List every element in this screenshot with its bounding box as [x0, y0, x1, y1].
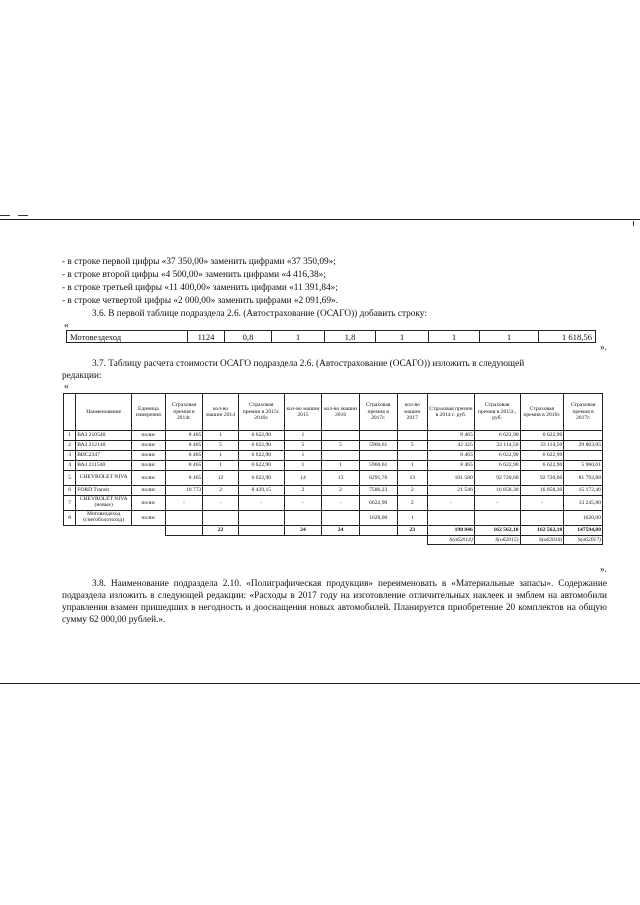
row-number: 6	[64, 486, 76, 496]
total-2014	[428, 511, 475, 526]
cars-2015: 14	[284, 471, 322, 486]
premium-2014: 8 465	[165, 451, 203, 461]
col-header	[64, 394, 76, 431]
cars-2016: 5	[322, 441, 360, 451]
row-number: 1	[64, 431, 76, 441]
cars-2015: 2	[284, 486, 322, 496]
opening-quote: «	[64, 382, 69, 392]
sum-label-2017: S(об2017)	[564, 536, 603, 545]
premium-2014: 8 465	[165, 441, 203, 451]
cell-name: Мотовездеход	[67, 331, 188, 343]
grand-total-2016: 162 562,10	[520, 526, 564, 536]
premium-2015-2016: 6 622,90	[238, 431, 284, 441]
section-3-7-heading-cont: редакции:	[62, 371, 102, 381]
premium-2014: 8 465	[165, 431, 203, 441]
cars-2014: 12	[203, 471, 239, 486]
premium-2014: 8 465	[165, 461, 203, 471]
section-3-8-paragraph: 3.8. Наименование подраздела 2.10. «Полиграфическая продукция» переименовать в «Материальные запасы». Содержание подраздела изложить в следующей редакции: «Расходы в 2017 году на изготовление отличительных наклеек и эмблем на автомобили управления взамен пришедших в негодность и дооснащения новых автомобилей. Планируется приобретение 20 комплектов на общую сумму 62 000,00 рублей.».	[62, 579, 607, 625]
sum-label-2016: S(об2016)	[520, 536, 564, 545]
total-2014: -	[428, 496, 475, 511]
unit: полис	[132, 496, 166, 511]
cars-2016	[322, 511, 360, 526]
col-header: кол-во машин 2017	[397, 394, 428, 431]
replacement-line-3: - в строке третьей цифры «11 400,00» заменить цифрами «11 391,84»;	[62, 283, 338, 293]
empty-cell	[64, 536, 428, 545]
premium-2017	[359, 451, 397, 461]
total-2016: -	[520, 496, 564, 511]
table-row	[64, 486, 603, 496]
col-header-name: Наименование	[76, 394, 132, 431]
total-2017: 5 960,61	[564, 461, 603, 471]
premium-2017	[359, 431, 397, 441]
total-2017	[564, 451, 603, 461]
col-header: кол-во машин 2015	[284, 394, 322, 431]
table-row	[64, 451, 603, 461]
table-row	[64, 471, 603, 486]
cars-2017: 13	[397, 471, 428, 486]
right-edge-mark	[633, 221, 634, 226]
total-2015	[474, 511, 520, 526]
section-3-6-heading: 3.6. В первой таблице подраздела 2.6. (Автострахование (ОСАГО)) добавить строку:	[92, 309, 427, 319]
vehicle-name: ВАЗ 211540	[76, 461, 132, 471]
cars-2014	[203, 511, 239, 526]
premium-2015-2016: 6 622,90	[238, 471, 284, 486]
row-number: 2	[64, 441, 76, 451]
total-2017: 81 792,88	[564, 471, 603, 486]
total-2016: 6 622,90	[520, 431, 564, 441]
total-2017: 1620,00	[564, 511, 603, 526]
col-header: Страховая премия в 2016г.	[520, 394, 564, 431]
total-2017: 29 803,05	[564, 441, 603, 451]
table-row	[64, 431, 603, 441]
closing-quote-1: ».	[600, 343, 607, 353]
cars-2017: 2	[397, 496, 428, 511]
empty-cell	[76, 526, 132, 536]
premium-2015-2016: 6 622,90	[238, 441, 284, 451]
premium-2015-2016: 6 622,90	[238, 451, 284, 461]
total-2017: 13 245,80	[564, 496, 603, 511]
cars-2014: -	[203, 496, 239, 511]
table-row	[64, 511, 603, 526]
premium-2017: 6622,90	[359, 496, 397, 511]
empty-cell	[165, 526, 203, 536]
cars-2016	[322, 431, 360, 441]
total-2016	[520, 511, 564, 526]
cell-value: 1124	[188, 331, 225, 343]
col-header-unit: Единица измерения	[132, 394, 166, 431]
unit: полис	[132, 486, 166, 496]
cars-2014: 2	[203, 486, 239, 496]
row-number: 5	[64, 471, 76, 486]
unit: полис	[132, 441, 166, 451]
page-top-border	[0, 219, 640, 220]
premium-2017: 5960,61	[359, 441, 397, 451]
col-header: кол-во машин 2014	[203, 394, 239, 431]
premium-2017: 1620,00	[359, 511, 397, 526]
vehicle-name: ВИС2347	[76, 451, 132, 461]
vehicle-name: Мотовездеход (снегоболотоход)	[76, 511, 132, 526]
cars-2014: 1	[203, 431, 239, 441]
total-cars-2015: 24	[284, 526, 322, 536]
closing-quote-2: ».	[600, 565, 607, 575]
premium-2017: 6291,76	[359, 471, 397, 486]
cell-value: 0,8	[225, 331, 272, 343]
page-bottom-border	[0, 683, 640, 684]
cars-2016	[322, 451, 360, 461]
total-2017	[564, 431, 603, 441]
total-2015: 6 622,90	[474, 461, 520, 471]
table-header-row	[64, 394, 603, 431]
cars-2015: 5	[284, 441, 322, 451]
cars-2016: 1	[322, 461, 360, 471]
cars-2017	[397, 451, 428, 461]
row-number: 3	[64, 451, 76, 461]
premium-2014: 8 465	[165, 471, 203, 486]
premium-2014: 10 773	[165, 486, 203, 496]
total-2015: 92 720,60	[474, 471, 520, 486]
grand-total-2017: 147594,80	[564, 526, 603, 536]
cars-2016: 2	[322, 486, 360, 496]
cars-2015: 1	[284, 451, 322, 461]
added-row	[67, 331, 596, 343]
section-3-7-heading: 3.7. Таблицу расчета стоимости ОСАГО подраздела 2.6. (Автострахование (ОСАГО)) изложить в следующей	[92, 359, 525, 369]
unit: полис	[132, 511, 166, 526]
unit: полис	[132, 471, 166, 486]
cars-2017: 1	[397, 511, 428, 526]
premium-2017: 7586,23	[359, 486, 397, 496]
vehicle-name: ВАЗ 212140	[76, 441, 132, 451]
vehicle-name: ВАЗ 210540	[76, 431, 132, 441]
sum-label-2015: S(об2015)	[474, 536, 520, 545]
premium-2017: 5960,61	[359, 461, 397, 471]
total-2016: 33 114,50	[520, 441, 564, 451]
total-2014: 101 580	[428, 471, 475, 486]
empty-cell	[64, 526, 76, 536]
cell-value: 1	[480, 331, 539, 343]
cars-2014: 5	[203, 441, 239, 451]
total-2015: -	[474, 496, 520, 511]
cell-value: 1	[429, 331, 480, 343]
replacement-line-4: - в строке четвертой цифры «2 000,00» заменить цифрами «2 091,69».	[62, 296, 339, 306]
cars-2017	[397, 431, 428, 441]
osago-cost-table	[63, 393, 603, 545]
total-2014: 8 465	[428, 451, 475, 461]
premium-2015-2016: 8 429,15	[238, 486, 284, 496]
premium-2014: -	[165, 496, 203, 511]
vehicle-name: CHEVROLET NIVA	[76, 471, 132, 486]
cell-value: 1	[272, 331, 325, 343]
total-2016: 16 858,30	[520, 486, 564, 496]
cell-value: 1 618,56	[539, 331, 596, 343]
table-row	[64, 461, 603, 471]
col-header: Страховая премия в 2015г. 2016г.	[238, 394, 284, 431]
premium-2015-2016	[238, 511, 284, 526]
col-header: Страховая премия в 2014 г. руб.	[428, 394, 475, 431]
cell-value: 1	[376, 331, 429, 343]
premium-2015-2016: -	[238, 496, 284, 511]
row-number: 7	[64, 496, 76, 511]
total-2015: 16 858,30	[474, 486, 520, 496]
cars-2017: 5	[397, 441, 428, 451]
row-to-add-table	[66, 330, 596, 343]
cars-2015	[284, 511, 322, 526]
row-number: 4	[64, 461, 76, 471]
cars-2015: 1	[284, 461, 322, 471]
premium-2015-2016: 6 622,90	[238, 461, 284, 471]
total-cars-2016: 24	[322, 526, 360, 536]
row-number: 8	[64, 511, 76, 526]
cars-2017: 1	[397, 461, 428, 471]
total-2016: 6 622,90	[520, 461, 564, 471]
unit: полис	[132, 451, 166, 461]
col-header: Страховая премия в 2014г.	[165, 394, 203, 431]
cars-2017: 2	[397, 486, 428, 496]
cars-2015: -	[284, 496, 322, 511]
total-2015: 6 622,90	[474, 451, 520, 461]
sum-labels-row	[64, 536, 603, 545]
replacement-line-2: - в строке второй цифры «4 500,00» заменить цифрами «4 416,38»;	[62, 270, 326, 280]
col-header: Страховая премия в 2017г.	[564, 394, 603, 431]
grand-total-2015: 162 562,10	[474, 526, 520, 536]
cars-2014: 1	[203, 451, 239, 461]
table-row	[64, 441, 603, 451]
table-row	[64, 496, 603, 511]
totals-row	[64, 526, 603, 536]
total-2014: 8 465	[428, 461, 475, 471]
replacement-line-1: - в строке первой цифры «37 350,00» заменить цифрами «37 350,09»;	[62, 257, 336, 267]
premium-2014	[165, 511, 203, 526]
cars-2015: 1	[284, 431, 322, 441]
unit: полис	[132, 431, 166, 441]
total-2017: 15 172,46	[564, 486, 603, 496]
total-cars-2014: 22	[203, 526, 239, 536]
grand-total-2014: 190 846	[428, 526, 475, 536]
total-2016: 6 622,90	[520, 451, 564, 461]
total-cars-2017: 23	[397, 526, 428, 536]
sum-label-2014: S(об2014)	[428, 536, 475, 545]
col-header: Страховая премия в 2017г.	[359, 394, 397, 431]
vehicle-name: CHEVROLET NIVA (новые)	[76, 496, 132, 511]
unit: полис	[132, 461, 166, 471]
empty-cell	[132, 526, 166, 536]
total-2015: 33 114,50	[474, 441, 520, 451]
left-margin-mark	[0, 215, 10, 216]
cars-2014: 1	[203, 461, 239, 471]
vehicle-name: FORD Transit	[76, 486, 132, 496]
total-2016: 92 720,60	[520, 471, 564, 486]
col-header: Страховая премия в 2015г., руб.	[474, 394, 520, 431]
total-2015: 6 622,90	[474, 431, 520, 441]
total-2014: 8 465	[428, 431, 475, 441]
total-2014: 21 546	[428, 486, 475, 496]
cell-value: 1,8	[325, 331, 376, 343]
left-margin-mark	[18, 215, 28, 216]
cars-2016: 13	[322, 471, 360, 486]
col-header: кол-во машин 2016	[322, 394, 360, 431]
empty-cell	[238, 526, 284, 536]
total-2014: 42 325	[428, 441, 475, 451]
cars-2016: -	[322, 496, 360, 511]
opening-quote: «	[64, 321, 69, 331]
empty-cell	[359, 526, 397, 536]
